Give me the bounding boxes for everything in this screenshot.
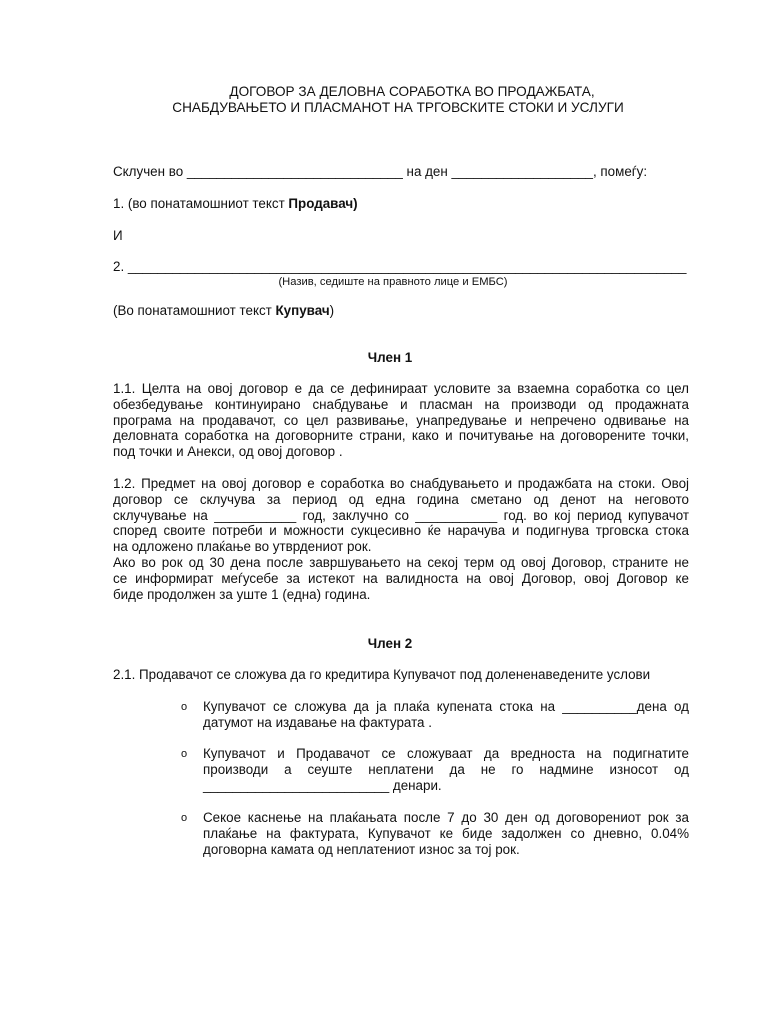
party-2 — [113, 303, 334, 319]
bullet-item-1 — [203, 699, 689, 731]
text-line: Ако во рок од 30 дена после завршувањето на секој терм од овој Договор, страните не — [113, 554, 689, 570]
text-line: датумот на издавање на фактурата . — [203, 714, 432, 730]
text-line: Купувачот се сложува да ја плаќа купената стока на __________дена од — [203, 699, 689, 714]
and-label: И — [113, 228, 123, 243]
text-line: се информират меѓусебе за истекот на валидноста на овој Договор, овој Договор ке — [113, 570, 689, 586]
text-line: според своите потреби и можности сукцесивно ќе нарачува и подигнува трговска стока — [113, 523, 689, 539]
party-2-line: 2. ___________________________________________________________________________ — [113, 259, 687, 274]
party-2-suffix: ) — [329, 303, 335, 318]
bullet-item-2 — [203, 746, 689, 793]
text-line: склучување на ___________ год, заклучно со ___________ год. во кој период купувачот — [113, 507, 689, 523]
text-line: _________________________ денари. — [203, 777, 442, 793]
title-line-2: СНАБДУВАЊЕТО И ПЛАСМАНОТ НА ТРГОВСКИТЕ СТОКИ И УСЛУГИ — [172, 100, 624, 115]
bullet-item-3 — [203, 810, 689, 857]
text-line: деловната соработка на договорните страни, како и почитување на договорените точки, — [113, 428, 689, 444]
party-1-role: Продавач) — [288, 196, 358, 211]
text-line: договор се склучува за период од една година сметано од денот на неговото — [113, 491, 689, 507]
party-2-note: (Назив, седиште на правното лице и ЕМБС) — [278, 276, 508, 288]
party-1 — [113, 196, 358, 212]
text-line: 1.2. Предмет на овој договор е соработка во снабдувањето и продажбата на стоки. Овој — [113, 476, 689, 491]
article-1-heading: Член 1 — [367, 350, 413, 365]
party-1-prefix: 1. (во понатамошниот текст — [113, 196, 289, 211]
text-line: плаќање на фактурата, Купувачот ке биде задолжен со дневно, 0.04% — [203, 825, 689, 841]
bullet-marker: o — [181, 701, 188, 713]
bullet-marker: o — [181, 812, 188, 824]
text-line: обезбедување континуирано снабдување и пласман на производи од продажната — [113, 396, 689, 412]
title-line-1: ДОГОВОР ЗА ДЕЛОВНА СОРАБОТКА ВО ПРОДАЖБАТА, — [229, 84, 595, 99]
text-line: 1.1. Целта на овој договор е да се дефинираат условите за взаемна соработка со цел — [113, 381, 689, 396]
text-line: програма на продавачот, со цел развивање, унапредување и непречено одвивање на — [113, 412, 689, 428]
party-2-role: Купувач — [275, 303, 330, 318]
text-line: на одложено плаќање во утврдениот рок. — [113, 539, 372, 555]
text-line: под точки и Анекси, од овој договор . — [113, 444, 343, 460]
text-line: договорна камата од неплатениот износ за тој рок. — [203, 841, 520, 857]
text-line: Купувачот и Продавачот се сложуваат да вредноста на подигнатите — [203, 746, 689, 761]
article-2-heading: Член 2 — [367, 636, 413, 651]
paragraph-1-2 — [113, 476, 689, 602]
text-line: биде продолжен за уште 1 (една) година. — [113, 586, 371, 602]
bullet-marker: o — [181, 748, 188, 760]
paragraph-1-1 — [113, 381, 689, 460]
text-line: Секое каснење на плаќањата после 7 до 30 ден од договорениот рок за — [203, 810, 689, 825]
paragraph-2-1: 2.1. Продавачот се сложува да го кредитира Купувачот под долененаведените услови — [113, 667, 651, 682]
party-2-prefix: (Во понатамошниот текст — [113, 303, 276, 318]
text-line: производи а сеуште неплатени да не го надмине износот од — [203, 761, 689, 777]
intro-line: Склучен во _____________________________ на ден ___________________, помеѓу: — [113, 164, 648, 179]
